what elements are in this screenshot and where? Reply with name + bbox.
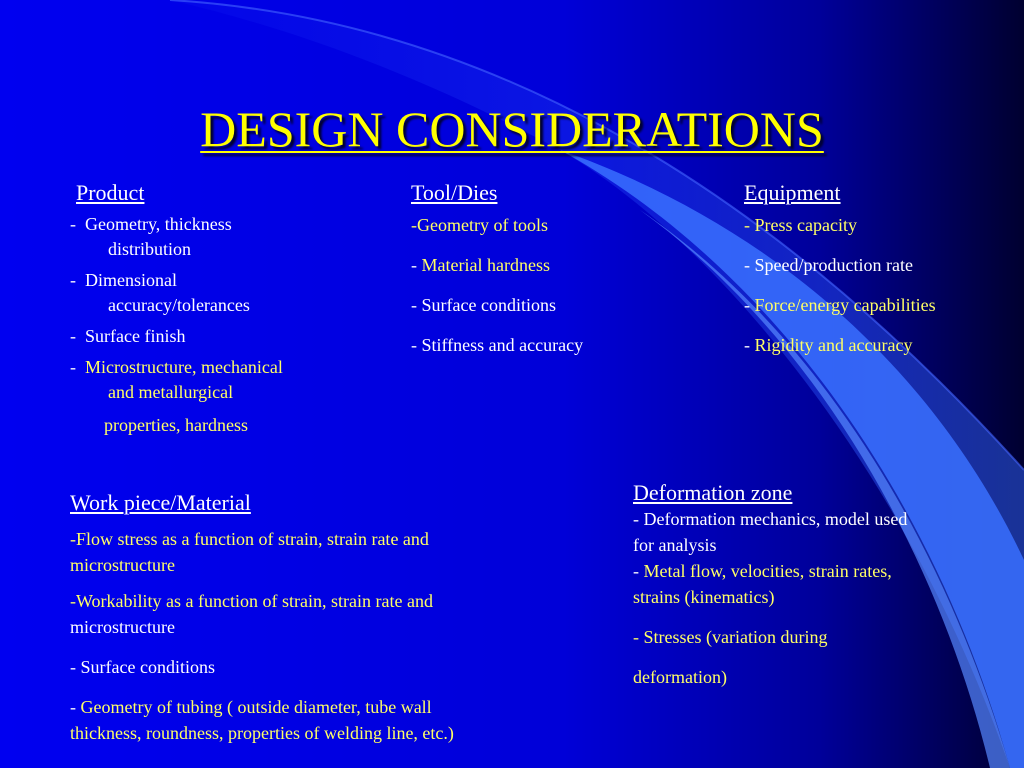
list-item: - Surface conditions: [70, 657, 215, 677]
list-item-continuation: deformation): [633, 667, 727, 687]
list-item: -Flow stress as a function of strain, strain rate and: [70, 529, 429, 549]
list-item: - Speed/production rate: [744, 255, 913, 275]
slide-title: DESIGN CONSIDERATIONS: [200, 101, 824, 157]
list-item-continuation: properties, hardness: [104, 415, 248, 435]
list-item-continuation: strains (kinematics): [633, 587, 775, 607]
workpiece-heading: Work piece/Material: [70, 490, 251, 515]
list-item: -Geometry of tools: [411, 215, 548, 235]
workpiece-section: [70, 490, 610, 746]
equipment-heading: Equipment: [744, 180, 841, 205]
product-section: [70, 180, 370, 438]
list-item: - Material hardness: [411, 255, 550, 275]
list-item-continuation: microstructure: [70, 555, 175, 575]
list-item: - Force/energy capabilities: [744, 295, 936, 315]
list-item-continuation: for analysis: [633, 535, 717, 555]
list-item: - Surface conditions: [411, 295, 556, 315]
list-item-continuation: distribution: [108, 239, 192, 259]
product-heading: Product: [76, 180, 145, 205]
list-item-continuation: thickness, roundness, properties of welding line, etc.): [70, 723, 454, 743]
list-item: - Metal flow, velocities, strain rates,: [633, 561, 892, 581]
list-item-continuation: microstructure: [70, 617, 175, 637]
list-item: - Dimensional: [70, 270, 177, 290]
list-item-continuation: and metallurgical: [108, 382, 234, 402]
list-item: - Press capacity: [744, 215, 857, 235]
deformation-heading: Deformation zone: [633, 480, 793, 505]
list-item: - Stiffness and accuracy: [411, 335, 584, 355]
list-item: - Geometry, thickness: [70, 214, 232, 234]
list-item: -Workability as a function of strain, strain rate and: [70, 591, 433, 611]
list-item: - Deformation mechanics, model used: [633, 509, 908, 529]
deformation-section: [633, 480, 1003, 690]
list-item: - Microstructure, mechanical: [70, 357, 283, 377]
tool-dies-section: [411, 180, 711, 358]
equipment-section: [744, 180, 1014, 358]
list-item: - Geometry of tubing ( outside diameter, tube wall: [70, 697, 432, 717]
tool-dies-heading: Tool/Dies: [411, 180, 498, 205]
list-item: - Surface finish: [70, 326, 186, 346]
list-item: - Rigidity and accuracy: [744, 335, 913, 355]
list-item: - Stresses (variation during: [633, 627, 828, 647]
list-item-continuation: accuracy/tolerances: [108, 295, 250, 315]
